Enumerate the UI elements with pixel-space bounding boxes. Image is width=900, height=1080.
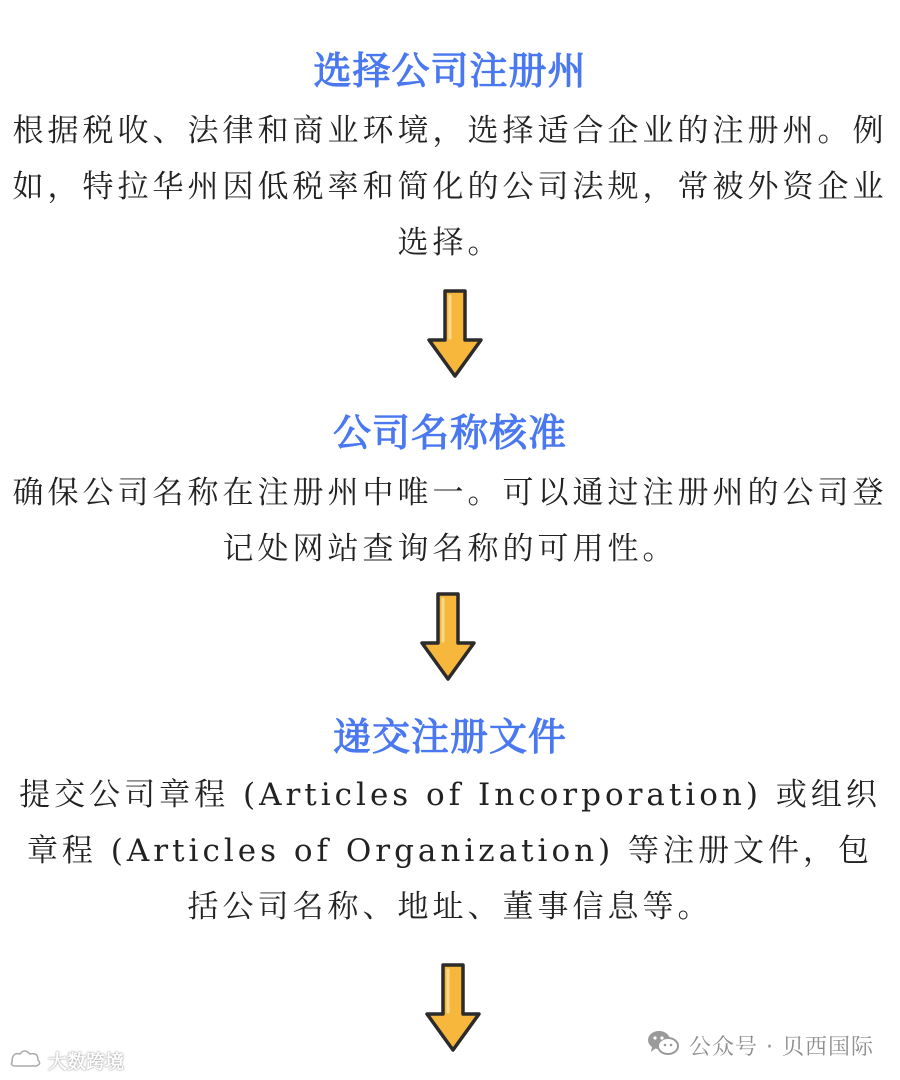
down-arrow-icon — [426, 288, 484, 380]
step-1-body: 根据税收、法律和商业环境，选择适合企业的注册州。例如，特拉华州因低税率和简化的公司法规，常被外资企业选择。 — [12, 113, 888, 261]
watermark-right — [647, 1029, 874, 1061]
step-2-title: 公司名称核准 — [332, 411, 567, 455]
down-arrow-icon — [419, 591, 477, 683]
logo-icon — [8, 1048, 44, 1074]
watermark-left-text: 大数跨境 — [48, 1051, 125, 1073]
step-3-body: 提交公司章程 (Articles of Incorporation) 或组织章程 (Articles of Organization) 等注册文件，包括公司名称、地址、董事信息等。 — [19, 777, 881, 925]
watermark-right-text: 公众号 · 贝西国际 — [689, 1034, 874, 1060]
step-1-title: 选择公司注册州 — [313, 49, 587, 93]
step-3-title: 递交注册文件 — [332, 715, 567, 759]
wechat-icon — [647, 1029, 679, 1061]
watermark-left — [8, 1047, 124, 1074]
step-2-body: 确保公司名称在注册州中唯一。可以通过注册州的公司登记处网站查询名称的可用性。 — [12, 475, 888, 567]
down-arrow-icon — [424, 962, 482, 1054]
